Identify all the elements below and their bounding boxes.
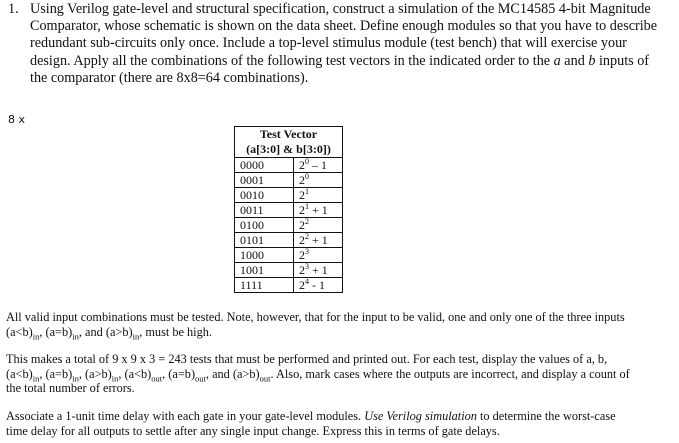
- paragraph-text: This makes a total of 9 x 9 x 3 = 243 tests that must be performed and printed out. For each test, display the values of a, b,: [6, 352, 608, 366]
- subscript: in: [72, 372, 79, 383]
- table-row: [235, 278, 343, 293]
- paragraph-text: Associate a 1-unit time delay with each gate in your gate-level modules.: [6, 409, 365, 423]
- expr-exponent: 0: [305, 157, 309, 166]
- paragraph-text: . Also, mark cases where the outputs are incorrect, and display a count of: [270, 366, 630, 381]
- vector-value: 1111: [235, 278, 294, 293]
- subscript: in: [32, 330, 40, 341]
- subscript: in: [132, 330, 140, 341]
- vector-value: 1000: [235, 248, 294, 263]
- table-row: [235, 248, 343, 263]
- expr-base: 2: [299, 278, 305, 292]
- table-row: [235, 233, 343, 248]
- vector-expression: [294, 263, 343, 278]
- expr-exponent: 2: [305, 217, 309, 226]
- vector-expression: [294, 233, 343, 248]
- question-line: redundant sub-circuits only once. Include a top-level stimulus module (test bench) that will exercise your: [30, 35, 627, 52]
- expr-suffix: – 1: [309, 158, 327, 172]
- vector-expression: [294, 278, 343, 293]
- table-row: [235, 158, 343, 173]
- subscript: in: [32, 372, 40, 383]
- expr-base: 2: [299, 173, 305, 187]
- expr-base: 2: [299, 233, 305, 247]
- vector-value: 1001: [235, 263, 294, 278]
- expr-exponent: 3: [305, 247, 309, 256]
- paragraph-text: , (a=b): [162, 366, 196, 381]
- paragraph-text: (a<b): [6, 366, 33, 381]
- delay-paragraph: [6, 409, 676, 438]
- expr-base: 2: [299, 263, 305, 277]
- expr-exponent: 3: [305, 262, 309, 271]
- vector-value: 0101: [235, 233, 294, 248]
- emphasis-text: Use Verilog simulation: [364, 409, 477, 423]
- vector-expression: [294, 218, 343, 233]
- paragraph-text: time delay for all outputs to settle after any single input change. Express this in terms of gate delays.: [6, 423, 500, 438]
- table-row: [235, 188, 343, 203]
- question-number: 1.: [8, 1, 19, 17]
- question-text: [30, 1, 676, 87]
- expr-base: 2: [299, 203, 305, 217]
- question-line: Using Verilog gate-level and structural specification, construct a simulation of the MC14585 4-bit Magnitude: [30, 1, 651, 17]
- question-line: Comparator, whose schematic is shown on the data sheet. Define enough modules so that you have to describe: [30, 18, 658, 35]
- table-header-subtitle: (a[3:0] & b[3:0]): [246, 142, 331, 156]
- question-line: inputs of: [595, 52, 650, 69]
- subscript: out: [259, 372, 271, 383]
- expr-exponent: 1: [305, 202, 309, 211]
- validity-paragraph: [6, 310, 676, 339]
- vector-value: 0000: [235, 158, 294, 173]
- question-block: [8, 1, 676, 87]
- vector-expression: [294, 158, 343, 173]
- paragraph-text: , and (a>b): [205, 366, 260, 381]
- subscript: in: [111, 372, 119, 383]
- test-vector-table: [234, 126, 343, 293]
- paragraph-text: , (a<b): [118, 366, 152, 381]
- paragraph-text: , (a=b): [39, 366, 73, 381]
- paragraph-text: the total number of errors.: [6, 381, 135, 395]
- subscript: out: [151, 372, 163, 383]
- expr-base: 2: [299, 218, 305, 232]
- expr-base: 2: [299, 248, 305, 262]
- var-b: b: [588, 52, 596, 69]
- paragraph-text: , (a=b): [39, 324, 73, 339]
- expr-exponent: 0: [305, 172, 309, 181]
- question-line: design. Apply all the combinations of the following test vectors in the indicated order to the: [30, 52, 554, 69]
- table-header-title: Test Vector: [259, 127, 318, 141]
- vector-expression: [294, 173, 343, 188]
- vector-value: 0100: [235, 218, 294, 233]
- expr-suffix: - 1: [309, 278, 325, 292]
- paragraph-text: All valid input combinations must be tested. Note, however, that for the input to be valid, one and only one of the three inputs: [6, 310, 625, 324]
- margin-handwritten-mark: 8 x: [8, 113, 26, 126]
- table-row: [235, 173, 343, 188]
- paragraph-text: , must be high.: [139, 324, 212, 339]
- paragraph-text: , (a>b): [78, 366, 112, 381]
- expr-exponent: 2: [305, 232, 309, 241]
- expr-exponent: 4: [305, 277, 309, 286]
- expr-base: 2: [299, 188, 305, 202]
- subscript: in: [72, 330, 79, 341]
- vector-value: 0011: [235, 203, 294, 218]
- test-count-paragraph: [6, 352, 676, 396]
- expr-exponent: 1: [305, 187, 309, 196]
- paragraph-text: , and (a>b): [78, 324, 133, 339]
- table-row: [235, 218, 343, 233]
- paragraph-text: (a<b): [6, 324, 33, 339]
- expr-suffix: + 1: [309, 263, 328, 277]
- table-row: [235, 203, 343, 218]
- expr-suffix: + 1: [309, 233, 328, 247]
- expr-suffix: + 1: [309, 203, 328, 217]
- var-a: a: [553, 52, 561, 69]
- vector-expression: [294, 188, 343, 203]
- question-line: and: [560, 52, 589, 69]
- paragraph-text: to determine the worst-case: [476, 409, 616, 423]
- vector-expression: [294, 248, 343, 263]
- expr-base: 2: [299, 158, 305, 172]
- vector-expression: [294, 203, 343, 218]
- question-line: the comparator (there are 8x8=64 combinations).: [30, 69, 309, 86]
- vector-value: 0001: [235, 173, 294, 188]
- subscript: out: [195, 372, 206, 383]
- vector-value: 0010: [235, 188, 294, 203]
- table-row: [235, 263, 343, 278]
